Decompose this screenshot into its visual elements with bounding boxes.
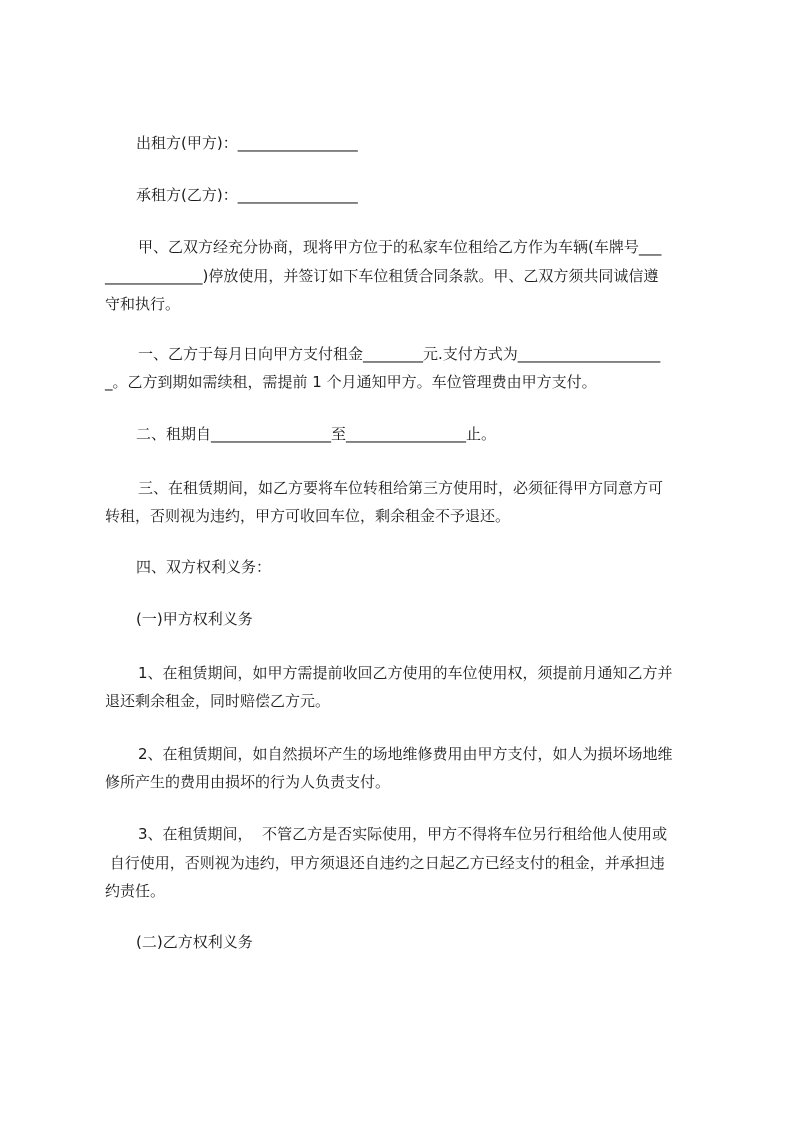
intro-line-1: 甲、乙双方经充分协商，现将甲方位于的私家车位租给乙方作为车辆(车牌号___ bbox=[138, 238, 662, 256]
lessee-rights-heading: (二)乙方权利义务 bbox=[136, 933, 253, 951]
lessor-item-3-line-3: 约责任。 bbox=[105, 882, 166, 900]
lessor-item-3-line-1: 3、在租赁期间， 不管乙方是否实际使用，甲方不得将车位另行租给他人使用或 bbox=[138, 825, 668, 843]
clause-4-heading: 四、双方权利义务： bbox=[136, 558, 272, 576]
lessor-item-2-line-1: 2、在租赁期间，如自然损坏产生的场地维修费用由甲方支付，如人为损坏场地维 bbox=[138, 745, 673, 763]
lessee-line: 承租方(乙方)：________________ bbox=[136, 186, 358, 204]
intro-line-2: _____________)停放使用，并签订如下车位租赁合同条款。甲、乙双方须共同诚信遵 bbox=[105, 267, 659, 285]
lessor-item-2-line-2: 修所产生的费用由损坏的行为人负责支付。 bbox=[105, 773, 391, 791]
intro-line-3: 守和执行。 bbox=[105, 295, 181, 313]
lessor-rights-heading: (一)甲方权利义务 bbox=[136, 610, 253, 628]
lessor-item-1-line-1: 1、在租赁期间，如甲方需提前收回乙方使用的车位使用权，须提前月通知乙方并 bbox=[138, 664, 673, 682]
clause-3-line-2: 转租，否则视为违约，甲方可收回车位，剩余租金不予退还。 bbox=[105, 507, 511, 525]
lessor-item-1-line-2: 退还剩余租金，同时赔偿乙方元。 bbox=[105, 692, 331, 710]
clause-1-line-2: _。乙方到期如需续租，需提前 1 个月通知甲方。车位管理费由甲方支付。 bbox=[105, 373, 597, 391]
clause-1-line-1: 一、乙方于每月日向甲方支付租金________元.支付方式为___________________ bbox=[138, 345, 661, 363]
clause-3-line-1: 三、在租赁期间，如乙方要将车位转租给第三方使用时，必须征得甲方同意方可 bbox=[138, 479, 664, 497]
lessor-item-3-line-2: 自行使用，否则视为违约，甲方须退还自违约之日起乙方已经支付的租金，并承担违 bbox=[105, 854, 665, 872]
clause-2-line: 二、租期自________________至________________止。 bbox=[136, 425, 497, 443]
lessor-line: 出租方(甲方)：________________ bbox=[136, 134, 358, 152]
